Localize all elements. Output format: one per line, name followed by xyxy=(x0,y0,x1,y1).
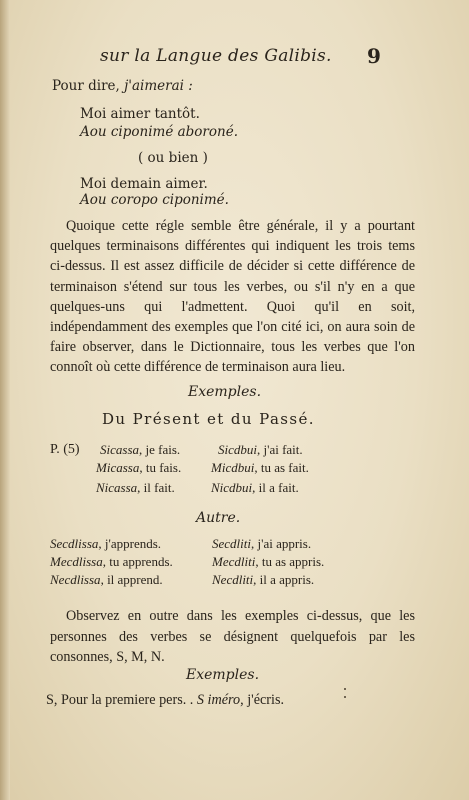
autre-present-row-2 xyxy=(50,554,173,570)
running-title: sur la Langue des Galibis. xyxy=(100,46,332,66)
intro-prefix: Pour dire, xyxy=(52,78,125,94)
verb: Necdlissa xyxy=(50,572,101,587)
autre-past-row-1 xyxy=(212,536,311,552)
verb: Micassa xyxy=(96,460,140,475)
verb: Secdliti xyxy=(212,536,251,551)
ink-speck xyxy=(344,688,346,690)
examples-heading: Exemples. xyxy=(188,384,262,400)
gloss: , j'ai appris. xyxy=(251,536,312,551)
example-line-2: Moi demain aimer. xyxy=(80,176,208,192)
examples-heading-2: Exemples. xyxy=(186,667,260,683)
autre-past-row-3 xyxy=(212,572,314,588)
section-title: Du Présent et du Passé. xyxy=(102,410,315,428)
intro-line xyxy=(52,78,193,94)
gloss: , tu as appris. xyxy=(255,554,325,569)
last-line-word: S iméro xyxy=(196,692,241,708)
gloss: , il apprend. xyxy=(100,572,163,587)
page-number: 9 xyxy=(367,44,381,68)
verb: Nicassa xyxy=(96,480,138,495)
intro-word: j'aimerai : xyxy=(124,78,193,94)
gloss: , je fais. xyxy=(139,442,181,457)
autre-past-row-2 xyxy=(212,554,324,570)
verb: Nicdbui xyxy=(211,480,253,495)
gloss: , tu as fait. xyxy=(254,460,309,475)
example-line-1: Moi aimer tantôt. xyxy=(80,106,200,122)
or-word: ( ou bien ) xyxy=(138,150,208,166)
last-line-suffix: , j'écris. xyxy=(240,692,285,708)
gloss: , il a fait. xyxy=(252,480,299,495)
last-line-prefix: S, Pour la premiere pers. . xyxy=(46,692,197,708)
example-translation-2: Aou coropo ciponimé. xyxy=(80,192,229,208)
present-row-1 xyxy=(100,442,180,458)
past-row-3 xyxy=(211,480,299,496)
main-paragraph: Quoique cette régle semble être générale, il y a pourtant quelques terminaisons différentes qui indiquent les trois tems ci-dessus. Il est assez difficile de décider si cette différence de terminaison s'étend sur tous les verbes, ou s'il n'y en a que quelques-uns qui l'admettent. Quoi qu'il en soit, indépendamment des exemples que l'on cité ici, on aura soin de faire observer, dans le Dictionnaire, tous les verbes que l'on connoît où cette différence de terminaison aura lieu. xyxy=(50,218,415,376)
past-row-1 xyxy=(218,442,303,458)
gloss: , il fait. xyxy=(137,480,175,495)
present-row-3 xyxy=(96,480,175,496)
present-row-2 xyxy=(96,460,181,476)
verb: Necdliti xyxy=(212,572,254,587)
gloss: , il a appris. xyxy=(253,572,315,587)
observation-paragraph: Observez en outre dans les exemples ci-dessus, que les personnes des verbes se désignent quelquefois par les consonnes, S, M, N. xyxy=(50,608,415,665)
gloss: , tu fais. xyxy=(139,460,182,475)
verb: Mecdlissa xyxy=(50,554,103,569)
autre-heading: Autre. xyxy=(196,510,241,526)
autre-present-row-3 xyxy=(50,572,163,588)
verb: Micdbui xyxy=(211,460,255,475)
page-gutter-shadow xyxy=(0,0,10,800)
verb: Sicassa xyxy=(100,442,139,457)
ink-speck xyxy=(344,696,346,698)
past-row-2 xyxy=(211,460,309,476)
last-line xyxy=(46,692,284,709)
autre-present-row-1 xyxy=(50,536,161,552)
gloss: , j'apprends. xyxy=(98,536,162,551)
example-translation-1: Aou ciponimé aboroné. xyxy=(80,124,238,140)
verb: Secdlissa xyxy=(50,536,99,551)
present-past-marker: P. (5) xyxy=(50,442,80,457)
gloss: , tu apprends. xyxy=(102,554,173,569)
verb: Mecdliti xyxy=(212,554,256,569)
gloss: , j'ai fait. xyxy=(257,442,303,457)
verb: Sicdbui xyxy=(218,442,257,457)
